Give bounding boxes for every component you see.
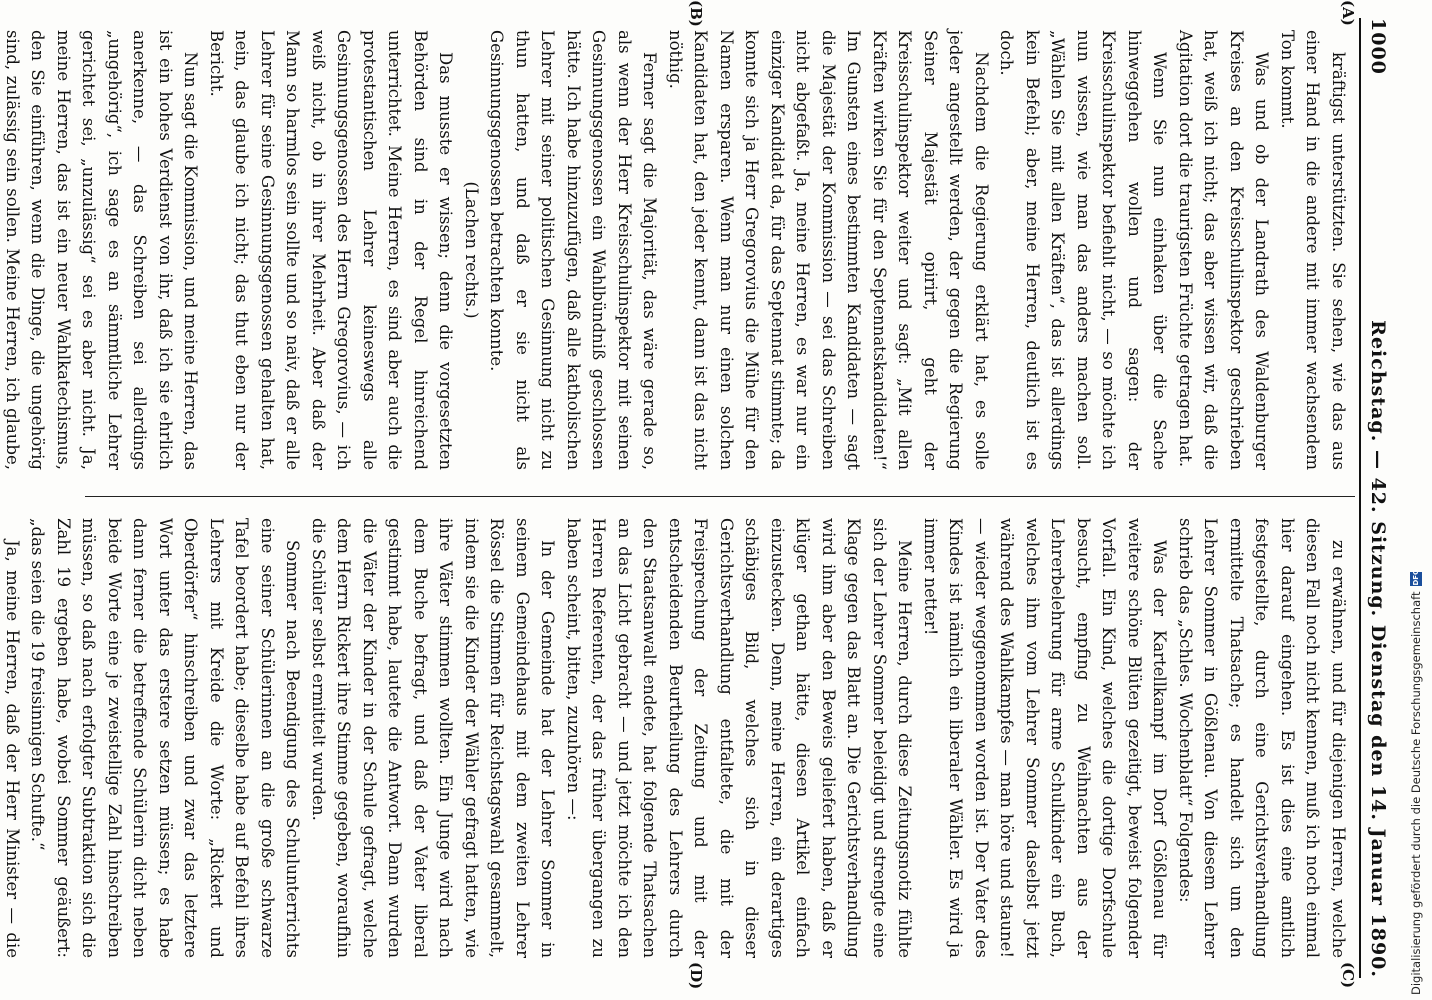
margin-marker-c: (C) [1339, 962, 1357, 989]
page-header [1359, 18, 1395, 978]
page-number: 1000 [1367, 18, 1389, 75]
page-title: Reichstag. — 42. Sitzung. Dienstag den 14. Januar 1890. [1367, 320, 1389, 978]
column-divider [85, 496, 1355, 497]
paragraph: Wenn Sie nun einhaken über die Sache hinweggehen wollen und sagen: der Kreisschulinspektor befiehlt nicht, — so möchte ich nun wissen, wie man das anders machen soll. „Wählen Sie mit allen Kräften“, das ist allerdings kein Befehl; aber, meine Herren, deutlich ist es doch. [997, 30, 1170, 470]
margin-marker-d: (D) [687, 962, 705, 990]
paragraph: Nun sagt die Kommission, und meine Herren, das ist ein hohes Verdienst von ihr, daß ich sie ehrlich anerkenne, — das Schreiben sei allerdings „ungehörig“, ich sage es an sämmtliche Lehrer gerichtet sei, „unzulässig“ sei es aber nicht. Ja, meine Herren, das ist ein neuer Wahlkatechismus, den Sie einführen, wenn die Dinge, die ungehörig sind, zulässig sein sollen. Meine Herren, ich glaube, [3, 30, 201, 470]
paragraph: Nachdem die Regierung erklärt hat, es solle jeder angestellt werden, der gegen die Regierung Seiner Majestät opirirt, geht der Kreisschulinspektor weiter und sagt: „Mit allen Kräften wirken Sie für den Septennatskandidaten!“ Im Gunsten eines bestimmten Kandidaten — sagt die Majestät der Kommission — sei das Schreiben nicht abgefaßt. Ja, meine Herren, es war nur ein einziger Kandidat da, für das Septennat stimmte; da konnte sich ja Herr Gregorovius die Mühe für den Namen ersparen. Wenn man nur einen solchen Kandidaten hat, den jeder kennt, dann ist das nicht nöthig. [666, 30, 991, 470]
quoted-paragraph: Was der Kartellkampf im Dorf Gößlenau für weitere schöne Blüten gezeitigt, beweist folgender Vorfall. Ein Kind, welches die dortige Dorfschule besucht, empfing zu Weihnachten aus der Lehrerbelehrung für arme Schulkinder ein Buch, welches ihm vom Lehrer Sommer daselbst jetzt während des Wahlkampfes — man höre und staune! — wieder weggenommen worden ist. Der Vater des Kindes ist nämlich ein liberaler Wähler. Es wird ja immer netter! [921, 518, 1170, 958]
paragraph: kräftigst unterstützten. Sie sehen, wie das aus einer Hand in die andere mit immer wachsendem Ton kommt. [1278, 30, 1348, 470]
credit-text: Digitalisierung gefördert durch die Deutsche Forschungsgemeinschaft [1409, 591, 1423, 995]
paragraph: Ferner sagt die Majorität, das wäre gerade so, als wenn der Herr Kreisschulinspektor mit seinen Gesinnungsgenossen ein Wahlbündniß geschlossen hätte. Ich habe hinzuzufügen, daß alle katholischen Lehrer mit seiner politischen Gesinnung nicht zu thun hatten, und daß er sie nicht als Gesinnungsgenossen betrachten konnte. [487, 30, 660, 470]
paragraph: Meine Herren, durch diese Zeitungsnotiz fühlte sich der Lehrer Sommer beleidigt und strengte eine Klage gegen das Blatt an. Die Gerichtsverhandlung wird ihm aber den Beweis geliefert haben, daß er klüger gethan hätte, diesen Artikel einfach einzustecken. Denn, meine Herren, ein derartiges schäbiges Bild, welches sich in dieser Gerichtsverhandlung entfaltete, die mit der Freisprechung der Zeitung und mit der entscheidenden Beurtheilung des Lehrers durch den Staatsanwalt endete, hat folgende Thatsachen an das Licht gebracht — und jetzt möchte ich den Herren Referenten, der das früher übergangen zu haben scheint, bitten, zuzuhören —: [564, 518, 915, 958]
dfg-logo-icon: DFG [1412, 569, 1420, 586]
paragraph: Ja, meine Herren, daß der Herr Minister — die [3, 540, 22, 958]
left-column [3, 30, 1351, 470]
paragraph: Das musste er wissen; denn die vorgesetzten Behörden sind in der Regel hinreichend unterrichtet. Meine Herren, es sind aber auch die protestantischen Lehrer keineswegs alle Gesinnungsgenossen des Herrn Gregorovius, — ich weiß nicht, ob in ihrer Mehrheit. Aber daß der Mann so harmlos sein sollte und so naiv, daß er alle Lehrer für seine Gesinnungsgenossen gehalten hat, nein, das glaube ich nicht; das thut eben nur der Bericht. [207, 30, 456, 470]
margin-marker-b: (B) [687, 0, 705, 27]
paragraph: zu erwähnen, und für diejenigen Herren, welche diesen Fall noch nicht kennen, muß ich noch einmal hier darauf eingehen. Es ist dies eine amtlich festgestellte, durch eine Gerichtsverhandlung ermittelte Thatsache; es handelt sich um den Lehrer Sommer in Gößlenau. Von diesem Lehrer schrieb das „Schles. Wochenblatt“ Folgendes: [1176, 518, 1348, 958]
margin-marker-a: (A) [1339, 0, 1357, 26]
document-page [3, 0, 1395, 990]
paragraph: Was und ob der Landrath des Waldenburger Kreises an den Kreisschulinspektor geschrieben hat, weiß ich nicht; das aber wissen wir, daß die Agitation dort die traurigsten Früchte getragen hat. [1176, 30, 1272, 470]
paragraph: In der Gemeinde hat der Lehrer Sommer in seinem Gemeindehaus mit dem zweiten Lehrer Rössel die Stimmen für Reichstagswahl gesammelt, indem sie die Kinder der Wähler gefragt hatten, wie ihre Väter stimmen wollten. Ein Junge wird nach dem Buche befragt, und daß der Vater liberal gestimmt habe, lautete die Antwort. Dann wurden die Väter der Kinder in der Schule gefragt, welche dem Herrn Rickert ihre Stimme gegeben, woraufhin die Schüler selbst ermittelt wurden. [309, 518, 558, 958]
right-column [3, 518, 1351, 958]
interjection: (Lachen rechts.) [462, 181, 481, 319]
quoted-paragraph: Sommer nach Beendigung des Schulunterrichts eine seiner Schülerinnen an die große schwarze Tafel beordert habe; dieselbe habe auf Befehl ihres Lehrers mit Kreide die Worte: „Rickert und Oberdörfer“ hinschreiben und zwar das letztere Wort unter das erstere setzen müssen; es habe dann ferner die betreffende Schülerin dicht neben beide Worte eine je zweistellige Zahl hinschreiben müssen, so daß nach erfolgter Subtraktion sich die Zahl 19 ergeben habe, wobei Sommer geäußert: „das seien die 19 freisinnigen Schufte.“ [28, 518, 303, 958]
digitization-credit [1406, 569, 1426, 995]
